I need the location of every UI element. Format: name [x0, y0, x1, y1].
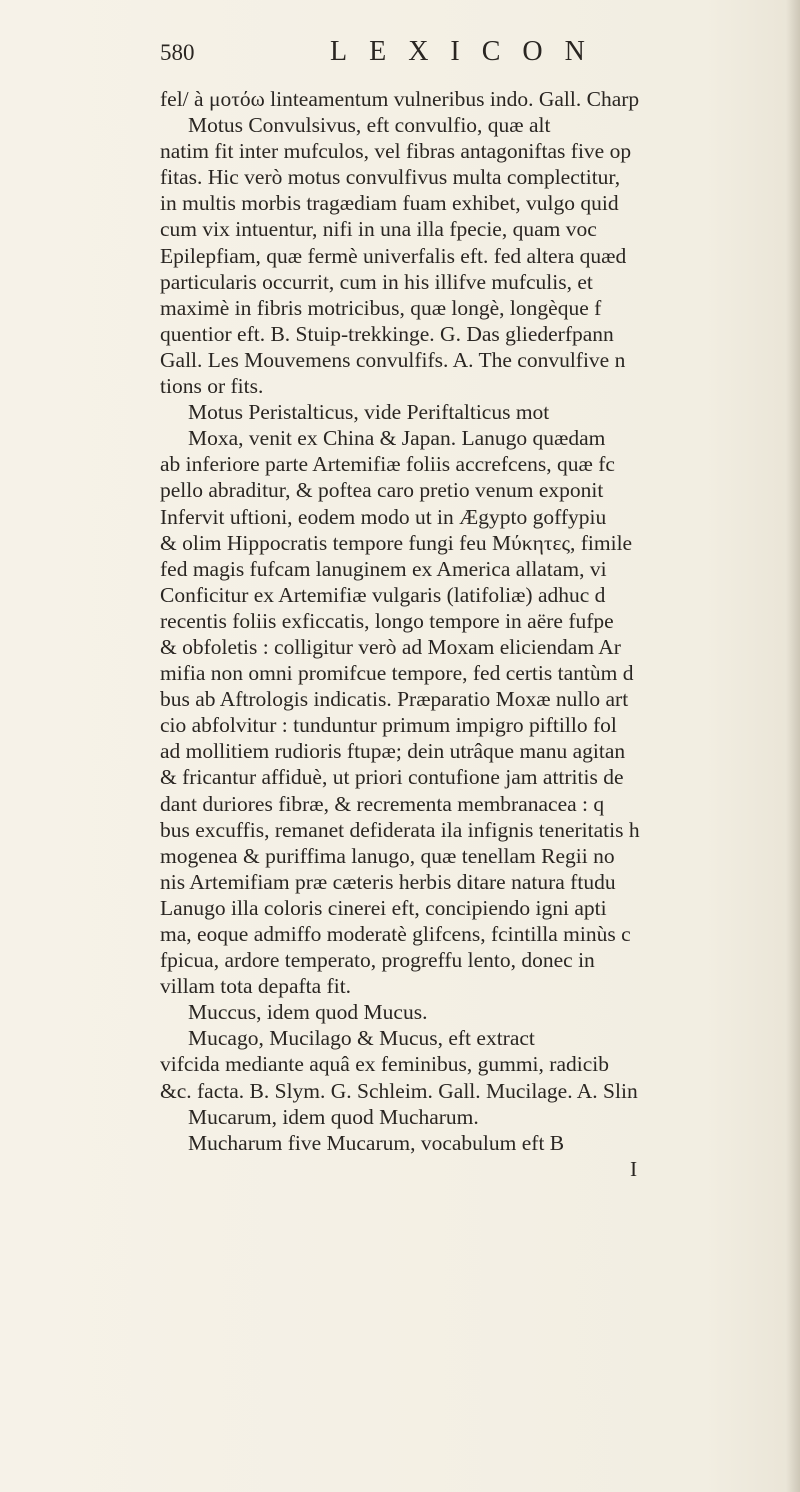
text-line: bus ab Aftrologis indicatis. Præparatio Moxæ nullo art — [160, 687, 629, 712]
running-title: LEXICON — [330, 36, 607, 67]
text-line: Mucarum, idem quod Mucharum. — [188, 1104, 479, 1129]
text-line: cum vix intuentur, nifi in una illa fpecie, quam voc — [160, 217, 597, 242]
page-number: 580 — [160, 40, 195, 65]
dictionary-text — [160, 86, 800, 1182]
text-line: quentior eft. B. Stuip-trekkinge. G. Das gliederfpann — [160, 321, 614, 346]
text-line: Gall. Les Mouvemens convulfifs. A. The convulfive n — [160, 347, 626, 372]
text-line: Mucago, Mucilago & Mucus, eft extract — [188, 1026, 535, 1051]
text-line: Conficitur ex Artemifiæ vulgaris (latifoliæ) adhuc d — [160, 582, 606, 607]
text-line: Muccus, idem quod Mucus. — [188, 1000, 428, 1025]
catchword: I — [630, 1156, 638, 1181]
text-line: vifcida mediante aquâ ex feminibus, gummi, radicib — [160, 1052, 609, 1077]
text-line: mifia non omni promifcue tempore, fed certis tantùm d — [160, 661, 634, 686]
text-line: & olim Hippocratis tempore fungi feu Μύκητες, fimile — [160, 530, 633, 555]
text-line: particularis occurrit, cum in his illifve mufculis, et — [160, 269, 593, 294]
text-line: dant duriores fibræ, & recrementa membranacea : q — [160, 791, 605, 816]
text-line: fitas. Hic verò motus convulfivus multa complectitur, — [160, 165, 621, 190]
text-line: bus excuffis, remanet defiderata ila infignis teneritatis h — [160, 817, 640, 842]
page-edge-shadow — [786, 0, 800, 1492]
text-line: Epilepfiam, quæ fermè univerfalis eft. fed altera quæd — [160, 243, 627, 268]
text-line: Moxa, venit ex China & Japan. Lanugo quædam — [188, 426, 606, 451]
text-line: fed magis fufcam lanuginem ex America allatam, vi — [160, 556, 607, 581]
text-line: tions or fits. — [160, 374, 264, 399]
text-line: Motus Convulsivus, eft convulfio, quæ alt — [188, 113, 551, 138]
text-line: ad mollitiem rudioris ftupæ; dein utrâque manu agitan — [160, 739, 626, 764]
text-line: & obfoletis : colligitur verò ad Moxam eliciendam Ar — [160, 634, 621, 659]
text-line: Mucharum five Mucarum, vocabulum eft B — [188, 1130, 565, 1155]
text-line: in multis morbis tragædiam fuam exhibet, vulgo quid — [160, 191, 619, 216]
text-line: villam tota depafta fit. — [160, 974, 352, 999]
text-line: cio abfolvitur : tunduntur primum impigro piftillo fol — [160, 713, 617, 738]
text-line: ab inferiore parte Artemifiæ foliis accrefcens, quæ fc — [160, 452, 615, 477]
text-line: &c. facta. B. Slym. G. Schleim. Gall. Mucilage. A. Slin — [160, 1078, 638, 1103]
text-line: & fricantur affiduè, ut priori contufione jam attritis de — [160, 765, 624, 790]
text-line: maximè in fibris motricibus, quæ longè, longèque f — [160, 295, 602, 320]
text-line: recentis foliis exficcatis, longo tempore in aëre fufpe — [160, 608, 614, 633]
text-line: pello abraditur, & poftea caro pretio venum exponit — [160, 478, 604, 503]
text-line: fel/ à μοτόω linteamentum vulneribus indo. Gall. Charp — [160, 87, 640, 111]
page-header — [160, 36, 800, 76]
text-line: natim fit inter mufculos, vel fibras antagoniftas five op — [160, 139, 632, 164]
text-line: ma, eoque admiffo moderatè glifcens, fcintilla minùs c — [160, 922, 631, 946]
text-line: nis Artemifiam præ cæteris herbis ditare natura ftudu — [160, 869, 616, 894]
text-line: Lanugo illa coloris cinerei eft, concipiendo igni apti — [160, 895, 607, 920]
text-line: Infervit uftioni, eodem modo ut in Ægypto goffypiu — [160, 504, 607, 529]
text-line: Motus Peristalticus, vide Periftalticus mot — [188, 400, 550, 425]
text-line: fpicua, ardore temperato, progreffu lento, donec in — [160, 948, 595, 973]
text-line: mogenea & puriffima lanugo, quæ tenellam Regii no — [160, 843, 615, 868]
